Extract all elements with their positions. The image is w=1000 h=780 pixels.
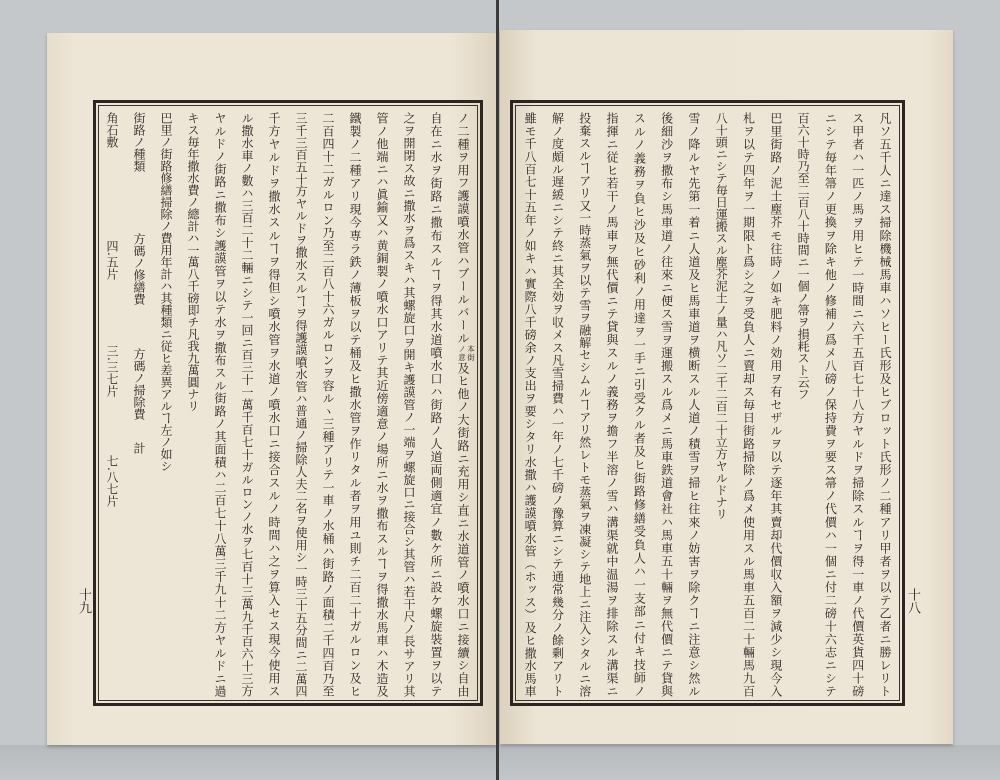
text-column: 雖モ千八百七十五年ノ如キハ實際八千磅余ノ支出ヲ要シタリ水撒ハ護謨噴水管（ホッス）及ヒ撒水馬車 <box>523 112 538 697</box>
text-column: 千方ヤルドヲ撒水スルヿヲ得但シ噴水管ヲ水道ノ噴水口ニ接合スルノ時間ハ之ヲ算入セス現今使用ス <box>267 112 281 697</box>
text-column: 雪ノ降ルヤ先第一着ニ人道及ヒ馬車道ヲ横断スル人道ノ積雪ヲ掃ヒ往來ノ妨害ヲ除クヿニ注意シ然ル <box>686 112 701 697</box>
text-column: 自在ニ水ヲ街路ニ撒布スルヿヲ得其水道噴水口ハ街路ノ人道両側適宜ノ數ケ所ニ設ケ螺旋裝置ヲ以テ <box>429 112 443 697</box>
table-cell: 四.五片 <box>105 240 119 280</box>
text-column: 札ヲ以テ四年ヲ一期限ト爲シ之ヲ受負人ニ賣却ス毎日街路掃除ノ爲メ使用スル馬車五百二十輛馬九百 <box>741 112 756 697</box>
text-segment: ノ二種ヲ用フ護謨噴水管ハブールバール <box>456 112 470 345</box>
text-column: 管ノ他端ニハ眞鍮又ハ黄銅製ノ噴水口アリテ其近傍適意ノ場所ニ水ヲ撒布スルヿヲ得撒水馬車ハ木造及 <box>375 112 389 697</box>
text-column <box>449 112 476 697</box>
text-column: 後細沙ヲ撒布シ馬車道ノ往來ニ便ス雪ヲ運搬スル爲メニ馬車鉄道會社ハ馬車五十輛ヲ無代價ニテ貸與 <box>659 112 674 697</box>
text-column: ヤルドノ街路ニ撒布シ護謨管ヲ以テ水ヲ撒布スル街路ノ其面積ハ二百七十八萬三千九十二方ヤルドニ過 <box>213 112 227 697</box>
text-column: 二百四十二ガルロン乃至二百八十六ガルロンヲ容ルヽ三種アリテ一車ノ水桶ハ街路ノ面積二千四百乃至 <box>321 112 335 697</box>
text-column: スルノ義務ヲ負ヒ沙及ヒ砂利ノ用達ヲ一手ニ引受クル者及ヒ街路修繕受負人ハ一支部ニ付キ技師ノ <box>632 112 647 697</box>
text-column: 投棄スルヿアリ又一時蒸氣ヲ以テ雪ヲ融解セシムルヿアリ然レトモ蒸氣ヲ凍凝シテ地上ニ注入シタルニ溶 <box>577 112 592 697</box>
text-segment: 及ヒ他ノ大街路ニ充用シ直ニ水道管ノ噴水口ニ接續シ自由 <box>456 360 470 697</box>
left-text-frame <box>93 100 483 706</box>
text-column: 之ヲ開閉ス故ニ撒水ヲ爲スキハ其螺旋口ヲ開キ護謨管ノ一端ヲ螺旋口ニ接合シ其管ハ若干尺ノ長サアリ其 <box>402 112 416 697</box>
text-column: 巴里街路ノ泥土塵芥モ往時ノ如キ肥料ノ効用ヲ有セザルヲ以テ逐年其賣却代價収入額ヲ減少シ現今入 <box>768 112 783 697</box>
text-column: ル撒水車ノ數ハ三百二十二輛ニシテ一回ニ百三十一萬千百七十ガルロンノ水ヲ七百十三萬九千百六十三方 <box>240 112 254 697</box>
page-number: 十八 <box>905 588 920 614</box>
table-header-cell: 方碼ノ掃除費 <box>132 348 146 420</box>
scan-background <box>0 745 1000 780</box>
page-number: 十九 <box>76 588 91 614</box>
right-text-frame <box>510 100 905 706</box>
text-column: 解ノ度頗ル遅緩ニシテ終ニ其全効ヲ収メス凡雪掃費ハ一年ノ七千磅ノ豫算ニシテ通常幾分ノ餘剰アリト <box>550 112 565 697</box>
cost-table-header <box>125 112 152 697</box>
text-column: ス甲者ハ一匹ノ馬ヲ用ヒテ一時間ニ六千五百七十八方ヤルドヲ掃除スルヿヲ得一車ノ代價英貨四十磅 <box>850 112 865 697</box>
text-column: 百六十時乃至二百八十時間ニ一個ノ箒ヲ損耗スト云フ <box>796 112 811 400</box>
left-text-block <box>98 112 476 697</box>
cost-table-row <box>98 112 125 697</box>
table-header-cell: 方碼ノ修繕費 <box>132 233 146 305</box>
table-cell: 三.三七片 <box>105 345 119 397</box>
text-column: 鐵製ノ二種アリ現今専ラ鉄ノ薄板ヲ以テ桶及ヒ撒水管ヲ作リタル者ヲ用ユ則チ二百二十ガルロン及ヒ <box>348 112 362 697</box>
text-column: キス毎年撒水費ノ總計ハ一萬八千磅即チ凡我九萬圓ナリ <box>186 112 200 412</box>
text-column: 八十頭ニシテ毎日運搬スル塵芥泥土ノ量ハ凡ソ二千二百二十立方ヤルドナリ <box>714 112 729 520</box>
text-column: 巴里ノ街路修繕掃除ノ費用年計ハ其種類ニ従ヒ差異アルヿ左ノ如シ <box>159 112 173 472</box>
text-column: 凡ソ五千人ニ達ス掃除機械馬車ハソヒー氏形及ヒブロット氏形ノ二種アリ甲者ヲ以テ乙者ニ勝レリト <box>878 112 892 697</box>
book-spine <box>496 0 499 780</box>
text-column: ニシテ毎年箒ノ更換ヲ除キ他ノ修補ノ爲メ八磅ノ保持費ヲ要ス箒ノ代價ハ一個ニ付二磅十六志ニシテ <box>823 112 838 697</box>
table-cell: 角石敷 <box>105 112 119 148</box>
table-cell: 七.八七片 <box>105 455 119 507</box>
right-text-block <box>515 112 898 697</box>
text-column: 三千三百五十方ヤルドヲ撒水スルヿヲ得護謨噴水管ハ普通ノ掃除人夫二名ヲ使用シ一時三十五分間ニ二萬四 <box>294 112 308 697</box>
table-header-cell: 計 <box>132 442 146 454</box>
annotation-note: 本街ノ意 <box>457 344 476 361</box>
text-column: 指揮ニ従ヒ若干ノ馬車ヲ無代價ニテ貸與スルノ義務ヲ擔フ半溶ノ雪ハ溝渠就中温湯ヲ排除スル溝渠ニ <box>605 112 620 697</box>
table-header-cell: 街路ノ種類 <box>132 112 146 172</box>
